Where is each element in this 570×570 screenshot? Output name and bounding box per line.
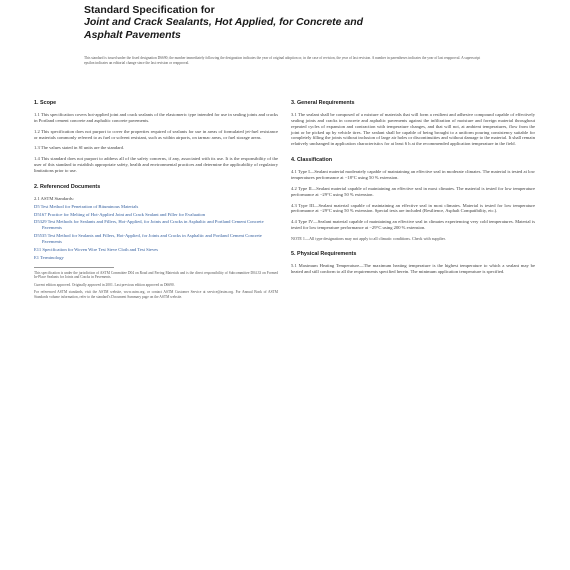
paragraph-1-2: 1.2 This specification does not purport to cover the properties required of sealants for use in areas of formulated jet-fuel resistance or materials commonly referred to as fuel or solvent resistant, such as within airports, on tarmac areas, or fuel storage areas.: [34, 128, 278, 140]
paragraph-4-3: 4.3 Type III—Sealant material capable of maintaining an effective seal in most climates. Material is tested for low temperature performance at −29°C using 50 % extension. Special tests are included (Resilience, Asphalt Compatibility, etc.).: [291, 202, 535, 214]
paragraph-1-1: 1.1 This specification covers hot-applied joint and crack sealants of the elastomeric type intended for use in sealing joints and cracks in Portland cement concrete and asphaltic concrete pavements.: [34, 111, 278, 123]
designation-note: This standard is issued under the fixed designation D6690; the number immediately following the designation indicates the year of original adoption or, in the case of revision, the year of last revision. A number in parentheses indicates the year of last reapproval. A superscript epsilon indicates an editorial change since the last revision or reapproval.: [84, 56, 481, 65]
paragraph-1-3: 1.3 The values stated in SI units are the standard.: [34, 145, 125, 151]
left-column: [34, 100, 278, 300]
paragraph-1-4: 1.4 This standard does not purport to address all of the safety concerns, if any, associated with its use. It is the responsibility of the user of this standard to establish appropriate safety, health and environmental practices and determine the applicability of regulatory limitations prior to use.: [34, 156, 278, 174]
reference-item[interactable]: D5 Test Method for Penetration of Bituminous Materials: [34, 203, 139, 209]
footnote-1: This specification is under the jurisdiction of ASTM Committee D04 on Road and Paving Materials and is the direct responsibility of Subcommittee D04.33 on Formed In-Place Sealants for Joints and Cracks in Pavements.: [34, 270, 278, 280]
footnote-3: For referenced ASTM standards, visit the ASTM website, www.astm.org, or contact ASTM Customer Service at service@astm.org. For Annual Book of ASTM Standards volume information, refer to the standard's Document Summary page on the ASTM website.: [34, 290, 278, 300]
title-line-1: Standard Specification for: [84, 4, 215, 16]
reference-item: 2.1 ASTM Standards:: [34, 195, 74, 201]
reference-item[interactable]: E1 Terminology: [34, 254, 64, 260]
paragraph-3-1: 3.1 The sealant shall be composed of a mixture of materials that will form a resilient and adhesive compound capable of effectively sealing joints and cracks in concrete and asphaltic pavements against the infiltration of moisture and foreign material throughout repeated cycles of expansion and contraction with temperature changes, and that will not, at ambient temperatures, flow from the joint or be picked up by vehicle tires. The sealant shall be capable of being brought to a uniform pouring consistency suitable for completely filling the joints without inclusion of large air holes or discontinuities and without damage to the material. It shall remain relatively unchanged in application characteristics for at least 6 h at the recommended application temperature in the field.: [291, 111, 535, 147]
title-line-2: Joint and Crack Sealants, Hot Applied, for Concrete and: [84, 16, 364, 29]
reference-list: [34, 196, 278, 261]
section-heading-classification: 4. Classification: [291, 157, 333, 164]
title-block: [84, 4, 484, 41]
footnote-2: Current edition approved. Originally approved in 2001. Last previous edition approved as D6690.: [34, 282, 175, 287]
paragraph-4-4: 4.4 Type IV—Sealant material capable of maintaining an effective seal in climates experiencing very cold temperatures. Material is tested for low temperature performance at −29°C using 200 % extension.: [291, 219, 535, 231]
section-heading-physical-requirements: 5. Physical Requirements: [291, 251, 357, 258]
footnote-divider: [34, 267, 114, 268]
document-title: [84, 4, 484, 41]
section-heading-general-requirements: 3. General Requirements: [291, 100, 355, 106]
right-column: [291, 100, 535, 280]
reference-item[interactable]: E11 Specification for Woven Wire Test Sieve Cloth and Test Sieves: [34, 246, 159, 252]
paragraph-5-1: 5.1 Maximum Heating Temperature—The maximum heating temperature is the highest temperature to which a sealant may be heated and still conform to all the requirements specified herein. The minimum application temperature is specified.: [291, 263, 535, 275]
paragraph-4-1: 4.1 Type I—Sealant material moderately capable of maintaining an effective seal in moderate climates. The material is tested at low temperatures performance at −18°C using 50 % extension.: [291, 169, 535, 180]
title-line-3: Asphalt Pavements: [84, 28, 181, 41]
classification-note: NOTE 1—All type designations may not apply to all climatic conditions. Check with supplier.: [291, 236, 446, 242]
reference-item[interactable]: D5329 Test Methods for Sealants and Fillers, Hot-Applied, for Joints and Cracks in Asphaltic and Portland Cement Concrete Pavements: [34, 219, 264, 231]
section-heading-scope: 1. Scope: [34, 100, 57, 106]
paragraph-4-2: 4.2 Type II—Sealant material capable of maintaining an effective seal in most climates. The material is tested for low temperature performance at −29°C using 50 % extension.: [291, 185, 535, 197]
section-heading-referenced-documents: 2. Referenced Documents: [34, 183, 101, 190]
reference-item[interactable]: D5535 Test Method for Sealants and Fillers, Hot-Applied, for Joints and Cracks in Asphaltic and Portland Cement Concrete Pavements: [34, 233, 262, 245]
reference-item[interactable]: D5167 Practice for Melting of Hot-Applied Joint and Crack Sealant and Filler for Evaluation: [34, 211, 206, 217]
